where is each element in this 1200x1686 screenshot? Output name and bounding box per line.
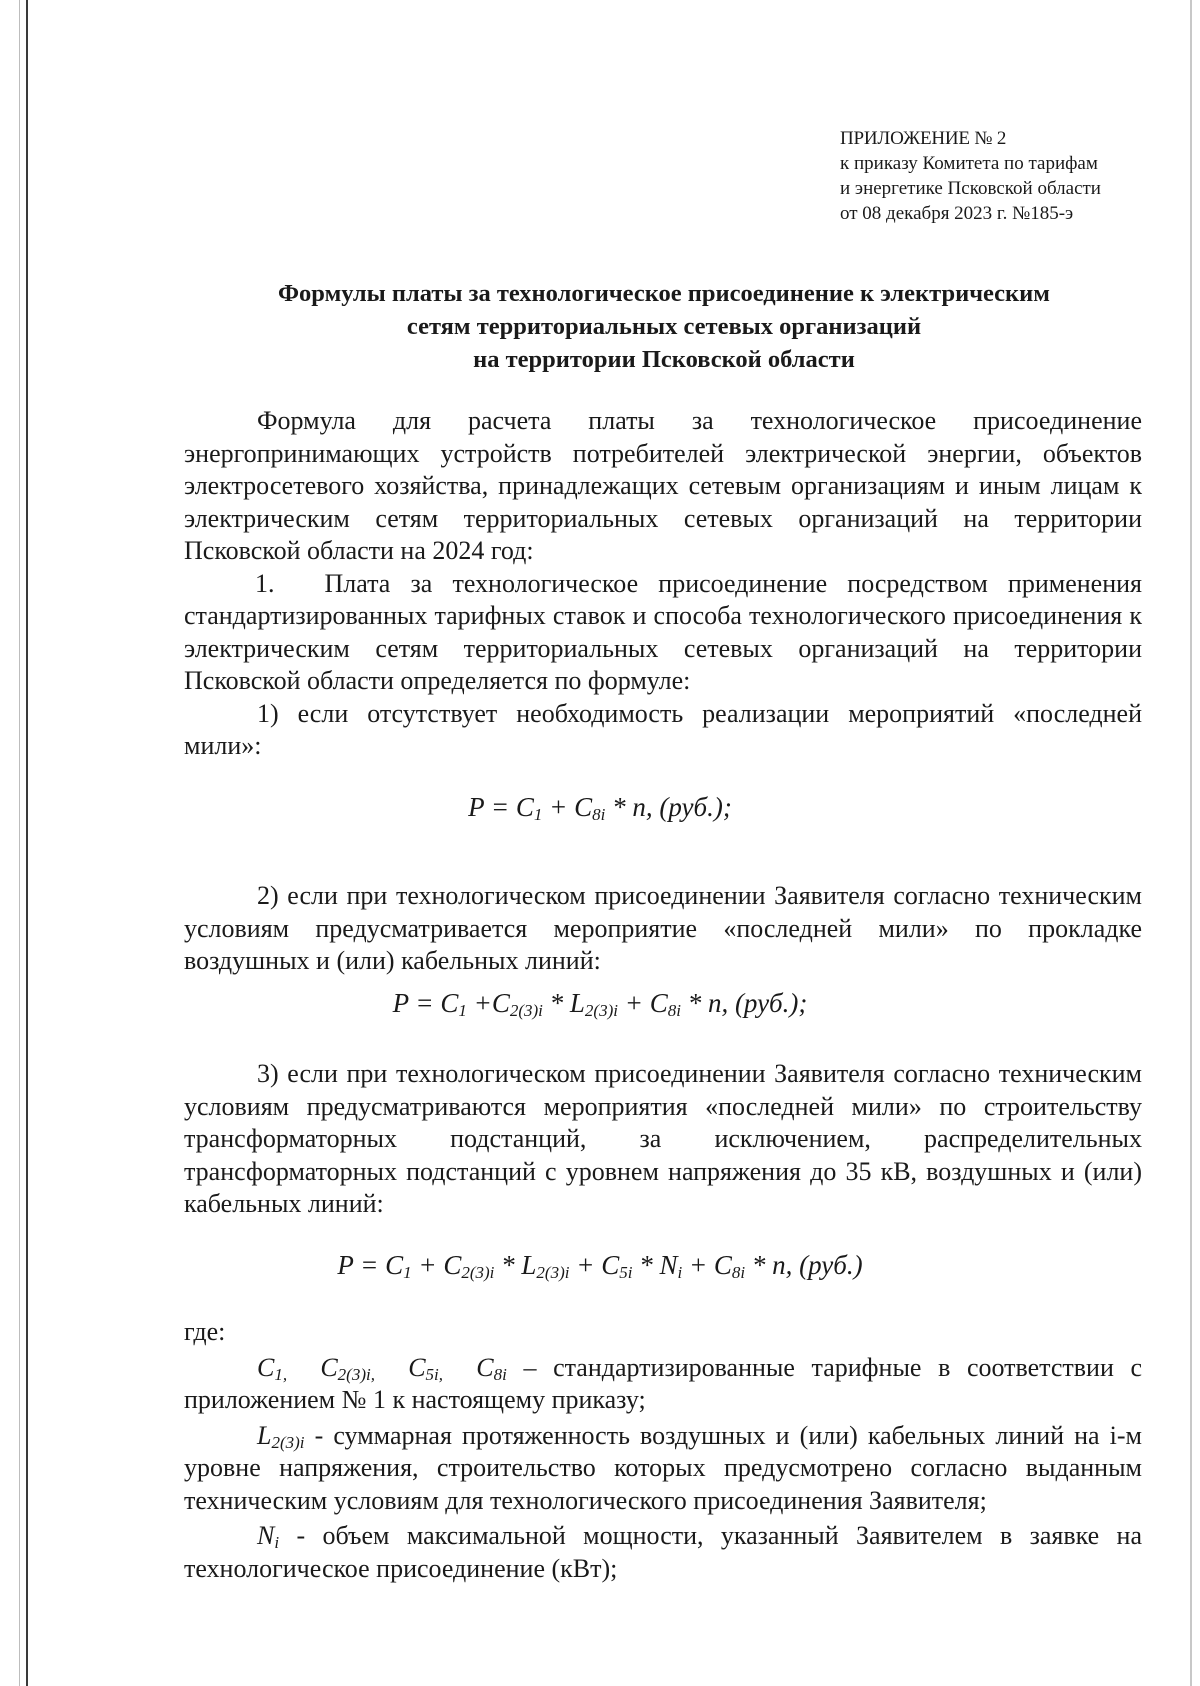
formula-2-content: $P = C_1 +C_{2(3)i} * L_{2(3)i} + C_{8i} * n$, (руб.);: [392, 988, 808, 1020]
legend-l-text: - суммарная протяженность воздушных и (или) кабельных линий на i-м уровне напряжения, строительство которых предусмотрено согласно выданным техническим условиям для технологического присоединения Заявителя;: [184, 1420, 1142, 1515]
item-1-paragraph: [184, 568, 1142, 698]
appendix-order-ref: к приказу Комитета по тарифам: [840, 153, 1098, 174]
legend-n-symbol: $N_i$: [257, 1521, 280, 1552]
case-1-paragraph: 1) если отсутствует необходимость реализации мероприятий «последней мили»:: [184, 698, 1142, 760]
item-number: 1.: [255, 568, 275, 598]
formula-1-content: $P = C_1 + C_{8i} * n$, (руб.);: [468, 792, 732, 824]
legend-c-text: – стандартизированные тарифные в соответствии с приложением № 1 к настоящему приказу;: [184, 1352, 1143, 1414]
scan-border: [19, 0, 20, 1686]
formula-3: [0, 1250, 1200, 1281]
intro-paragraph: Формула для расчета платы за технологическое присоединение энергопринимающих устройств потребителей электрической энергии, объектов электросетевого хозяйства, принадлежащих сетевым организациям и иным лицам к электрическим сетям территориальных сетевых организаций на территории Псковской области на 2024 год:: [184, 406, 1142, 565]
legend-l-symbol: $L_{2(3)i}$: [257, 1420, 305, 1452]
legend-n: [184, 1520, 1142, 1585]
title-line: Формулы платы за технологическое присоединение к электрическим: [278, 280, 1050, 307]
scan-border: [1190, 0, 1192, 1686]
item-1-text: Плата за технологическое присоединение посредством применения стандартизированных тарифных ставок и способа технологического присоединения к электрическим сетям территориальных сетевых организаций на территории Псковской области определяется по формуле:: [184, 568, 1142, 695]
appendix-committee: и энергетике Псковской области: [840, 178, 1101, 199]
legend-n-text: - объем максимальной мощности, указанный Заявителем в заявке на технологическое присоединение (кВт);: [184, 1521, 1142, 1583]
case-2-block: [184, 880, 1142, 978]
legend-c: [184, 1352, 1142, 1417]
document-title: [184, 277, 1144, 376]
formula-1: [0, 792, 1200, 823]
scan-border: [26, 0, 28, 1686]
formula-2: [0, 988, 1200, 1019]
appendix-date: от 08 декабря 2023 г. №185-э: [840, 203, 1074, 224]
legend-block: [184, 1316, 1142, 1588]
appendix-header: [840, 126, 1101, 226]
formula-3-content: $P = C_1 + C_{2(3)i} * L_{2(3)i} + C_{5i} * N_i + C_{8i} * n$, (руб.): [337, 1250, 863, 1282]
appendix-number: ПРИЛОЖЕНИЕ № 2: [840, 128, 1007, 149]
case-3-block: [184, 1058, 1142, 1221]
legend-l: [184, 1420, 1142, 1518]
case-3-paragraph: 3) если при технологическом присоединении Заявителя согласно техническим условиям предусматриваются мероприятия «последней мили» по строительству трансформаторных подстанций, за исключением, распределительных трансформаторных подстанций с уровнем напряжения до 35 кВ, воздушных и (или) кабельных линий:: [184, 1059, 1142, 1218]
title-line: сетям территориальных сетевых организаций: [406, 313, 922, 340]
title-line: на территории Псковской области: [473, 346, 855, 373]
case-2-paragraph: 2) если при технологическом присоединении Заявителя согласно техническим условиям предусматривается мероприятие «последней мили» по прокладке воздушных и (или) кабельных линий:: [184, 881, 1142, 975]
legend-c-symbols: $C_{1,}$ $C_{2(3)i,}$ $C_{5i,}$ $C_{8i}$: [257, 1352, 507, 1384]
where-label: где:: [184, 1317, 226, 1346]
main-text: [184, 405, 1142, 763]
